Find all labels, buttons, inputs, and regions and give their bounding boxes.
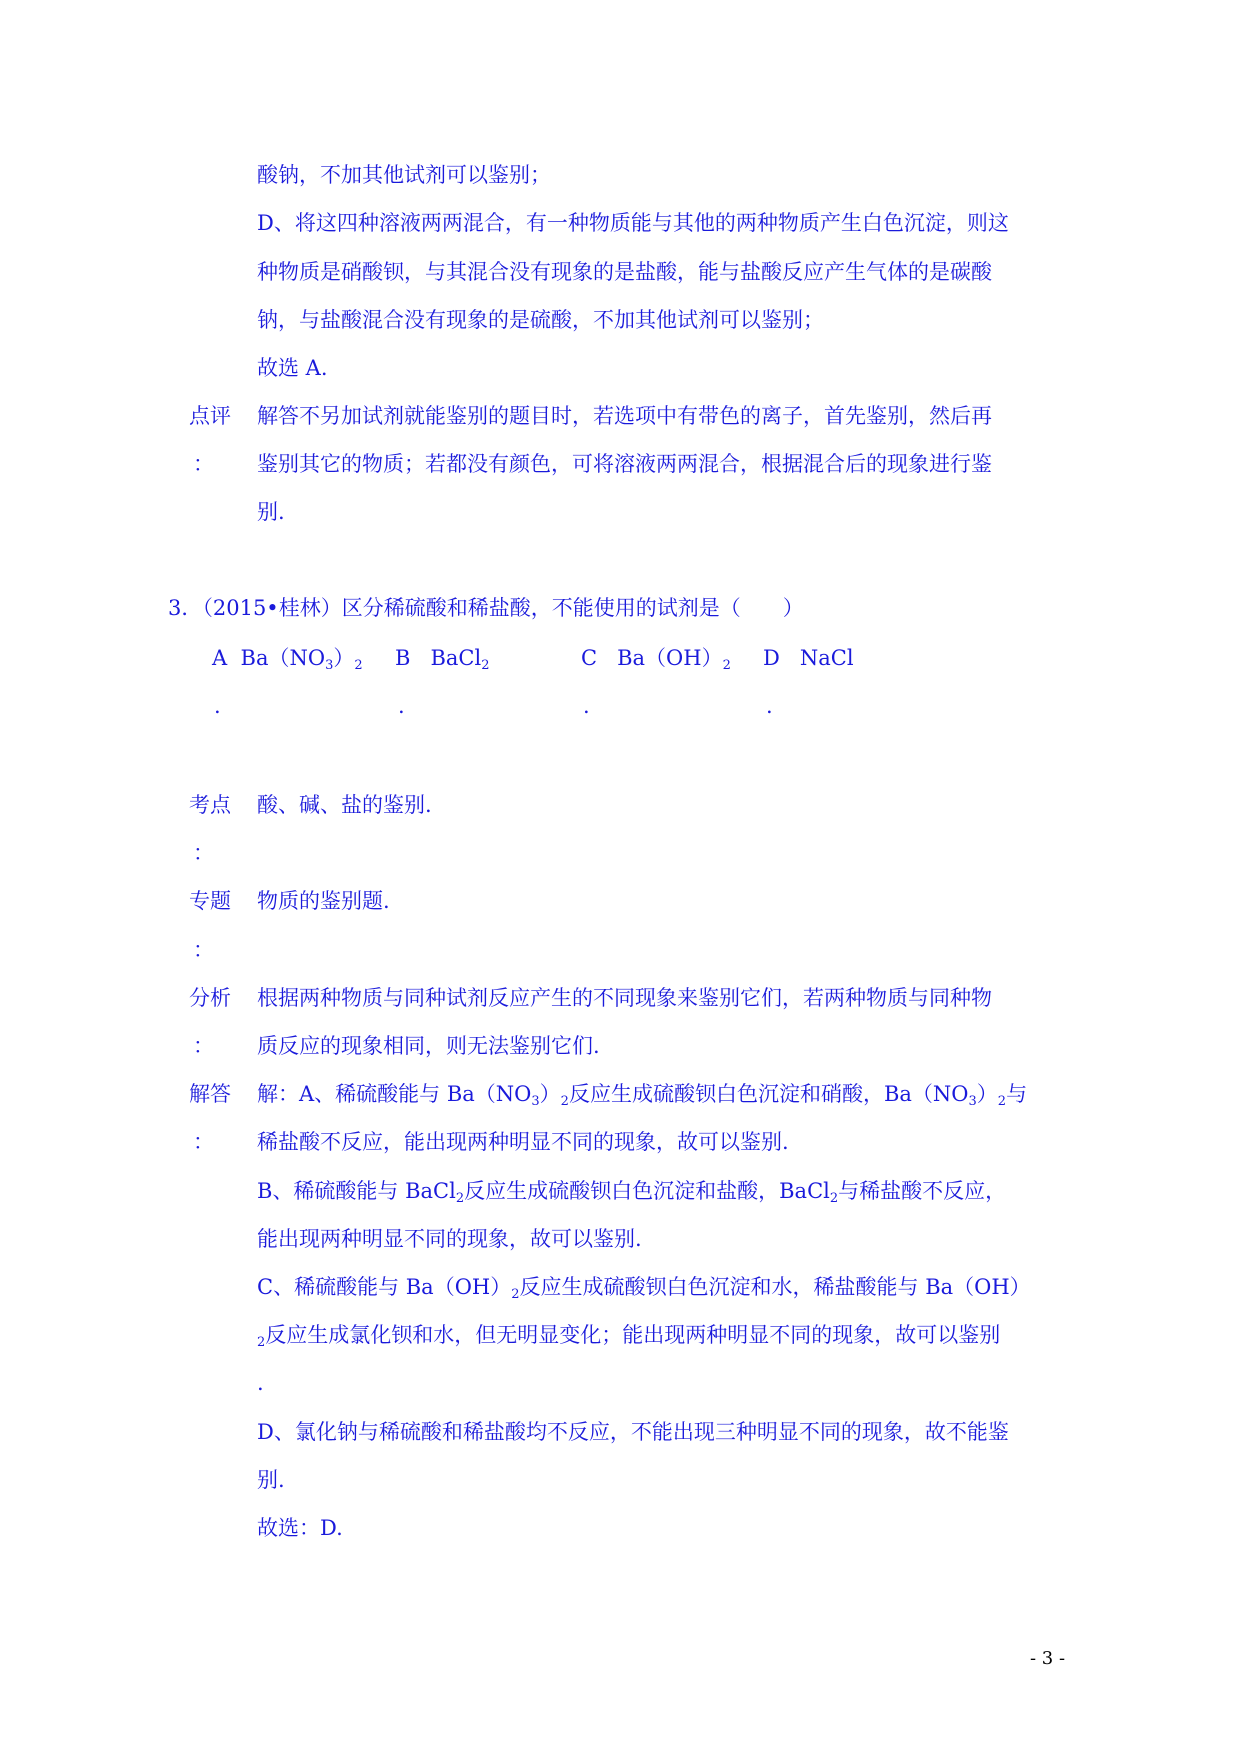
- comment-line-2: 鉴别其它的物质；若都没有颜色，可将溶液两两混合，根据混合后的现象进行鉴: [257, 452, 992, 476]
- jieda-colon: ：: [193, 1130, 214, 1154]
- jieda-a-sub-1: 3: [531, 1094, 540, 1109]
- jieda-b-text-2: 反应生成硫酸钡白色沉淀和盐酸，BaCl: [464, 1179, 830, 1203]
- jieda-c-line-3: .: [257, 1371, 264, 1395]
- kaodian-text: 酸、碱、盐的鉴别.: [257, 793, 432, 817]
- jieda-b-line-2: 能出现两种明显不同的现象，故可以鉴别.: [257, 1227, 642, 1251]
- jieda-b-text-3: 与稀盐酸不反应，: [838, 1179, 1007, 1203]
- option-b-sub: 2: [481, 658, 490, 673]
- option-c-text: Ba（OH）: [617, 646, 723, 670]
- jieda-c-line-2: [257, 1323, 1001, 1350]
- page-number: - 3 -: [1030, 1648, 1066, 1669]
- answer-continuation-line-1: 酸钠，不加其他试剂可以鉴别；: [257, 163, 551, 187]
- comment-line-1: 解答不另加试剂就能鉴别的题目时，若选项中有带色的离子，首先鉴别，然后再: [257, 404, 992, 428]
- comment-colon: ：: [193, 452, 214, 476]
- option-c-dot: .: [583, 694, 590, 718]
- option-a: [212, 646, 363, 673]
- jieda-b-text-1: B、稀硫酸能与 BaCl: [257, 1179, 456, 1203]
- jieda-b-sub-1: 2: [455, 1191, 465, 1206]
- option-b-letter: B: [395, 646, 411, 670]
- comment-line-3: 别.: [257, 500, 285, 524]
- jieda-a-line-1: [257, 1082, 1028, 1109]
- option-a-text: Ba（NO: [240, 646, 326, 670]
- question-3-stem: 3．（2015•桂林）区分稀硫酸和稀盐酸，不能使用的试剂是（ ）: [168, 596, 804, 620]
- option-a-sub-2: 2: [354, 658, 363, 673]
- fenxi-line-2: 质反应的现象相同，则无法鉴别它们.: [257, 1034, 600, 1058]
- fenxi-label: 分析: [189, 986, 231, 1010]
- jieda-b-line-1: [257, 1179, 1007, 1206]
- option-b-dot: .: [398, 694, 405, 718]
- jieda-c-text-3: 反应生成氯化钡和水，但无明显变化；能出现两种明显不同的现象，故可以鉴别: [265, 1323, 1001, 1347]
- option-d-text: NaCl: [799, 646, 854, 670]
- zhuanti-label: 专题: [189, 889, 231, 913]
- jieda-a-text-4: ）: [976, 1082, 998, 1106]
- option-c: [581, 646, 731, 673]
- kaodian-colon: ：: [193, 841, 214, 865]
- jieda-b-sub-2: 2: [829, 1191, 839, 1206]
- option-c-letter: C: [581, 646, 598, 670]
- option-c-sub: 2: [722, 658, 731, 673]
- jieda-a-sub-2: 2: [560, 1094, 569, 1109]
- option-d-letter: D: [763, 646, 780, 670]
- jieda-a-text-5: 与: [1006, 1082, 1028, 1106]
- answer-continuation-line-3: 种物质是硝酸钡，与其混合没有现象的是盐酸，能与盐酸反应产生气体的是碳酸: [257, 260, 992, 284]
- zhuanti-text: 物质的鉴别题.: [257, 889, 390, 913]
- jieda-d-line-1: D、氯化钠与稀硫酸和稀盐酸均不反应，不能出现三种明显不同的现象，故不能鉴: [257, 1420, 1009, 1444]
- jieda-label: 解答: [189, 1082, 231, 1106]
- jieda-a-text-1: 解：A、稀硫酸能与 Ba（NO: [257, 1082, 532, 1106]
- jieda-c-sub-2: 2: [257, 1335, 266, 1350]
- jieda-final: 故选：D.: [257, 1516, 343, 1540]
- answer-continuation-line-5: 故选 A.: [257, 356, 328, 380]
- fenxi-colon: ：: [193, 1034, 214, 1058]
- option-b: [395, 646, 490, 673]
- comment-label: 点评: [189, 404, 231, 428]
- answer-continuation-line-4: 钠，与盐酸混合没有现象的是硫酸，不加其他试剂可以鉴别；: [257, 308, 824, 332]
- jieda-d-line-2: 别.: [257, 1468, 285, 1492]
- jieda-a-line-2: 稀盐酸不反应，能出现两种明显不同的现象，故可以鉴别.: [257, 1130, 789, 1154]
- kaodian-label: 考点: [189, 793, 231, 817]
- jieda-a-text-3: 反应生成硫酸钡白色沉淀和硝酸，Ba（NO: [568, 1082, 969, 1106]
- jieda-a-text-2: ）: [539, 1082, 561, 1106]
- option-a-dot: .: [214, 694, 221, 718]
- option-d: [763, 648, 854, 669]
- option-b-text: BaCl: [430, 646, 482, 670]
- option-d-dot: .: [766, 694, 773, 718]
- jieda-c-text-2: 反应生成硫酸钡白色沉淀和水，稀盐酸能与 Ba（OH）: [519, 1275, 1031, 1299]
- jieda-a-sub-4: 2: [997, 1094, 1007, 1109]
- zhuanti-colon: ：: [193, 938, 214, 962]
- option-a-paren: ）: [333, 646, 355, 670]
- jieda-a-sub-3: 3: [968, 1094, 977, 1109]
- option-a-letter: A: [212, 646, 228, 670]
- answer-continuation-line-2: D、将这四种溶液两两混合，有一种物质能与其他的两种物质产生白色沉淀，则这: [257, 211, 1009, 235]
- fenxi-line-1: 根据两种物质与同种试剂反应产生的不同现象来鉴别它们，若两种物质与同种物: [257, 986, 992, 1010]
- jieda-c-line-1: [257, 1275, 1031, 1302]
- jieda-c-text-1: C、稀硫酸能与 Ba（OH）: [257, 1275, 512, 1299]
- jieda-c-sub-1: 2: [511, 1287, 520, 1302]
- option-a-sub-1: 3: [325, 658, 334, 673]
